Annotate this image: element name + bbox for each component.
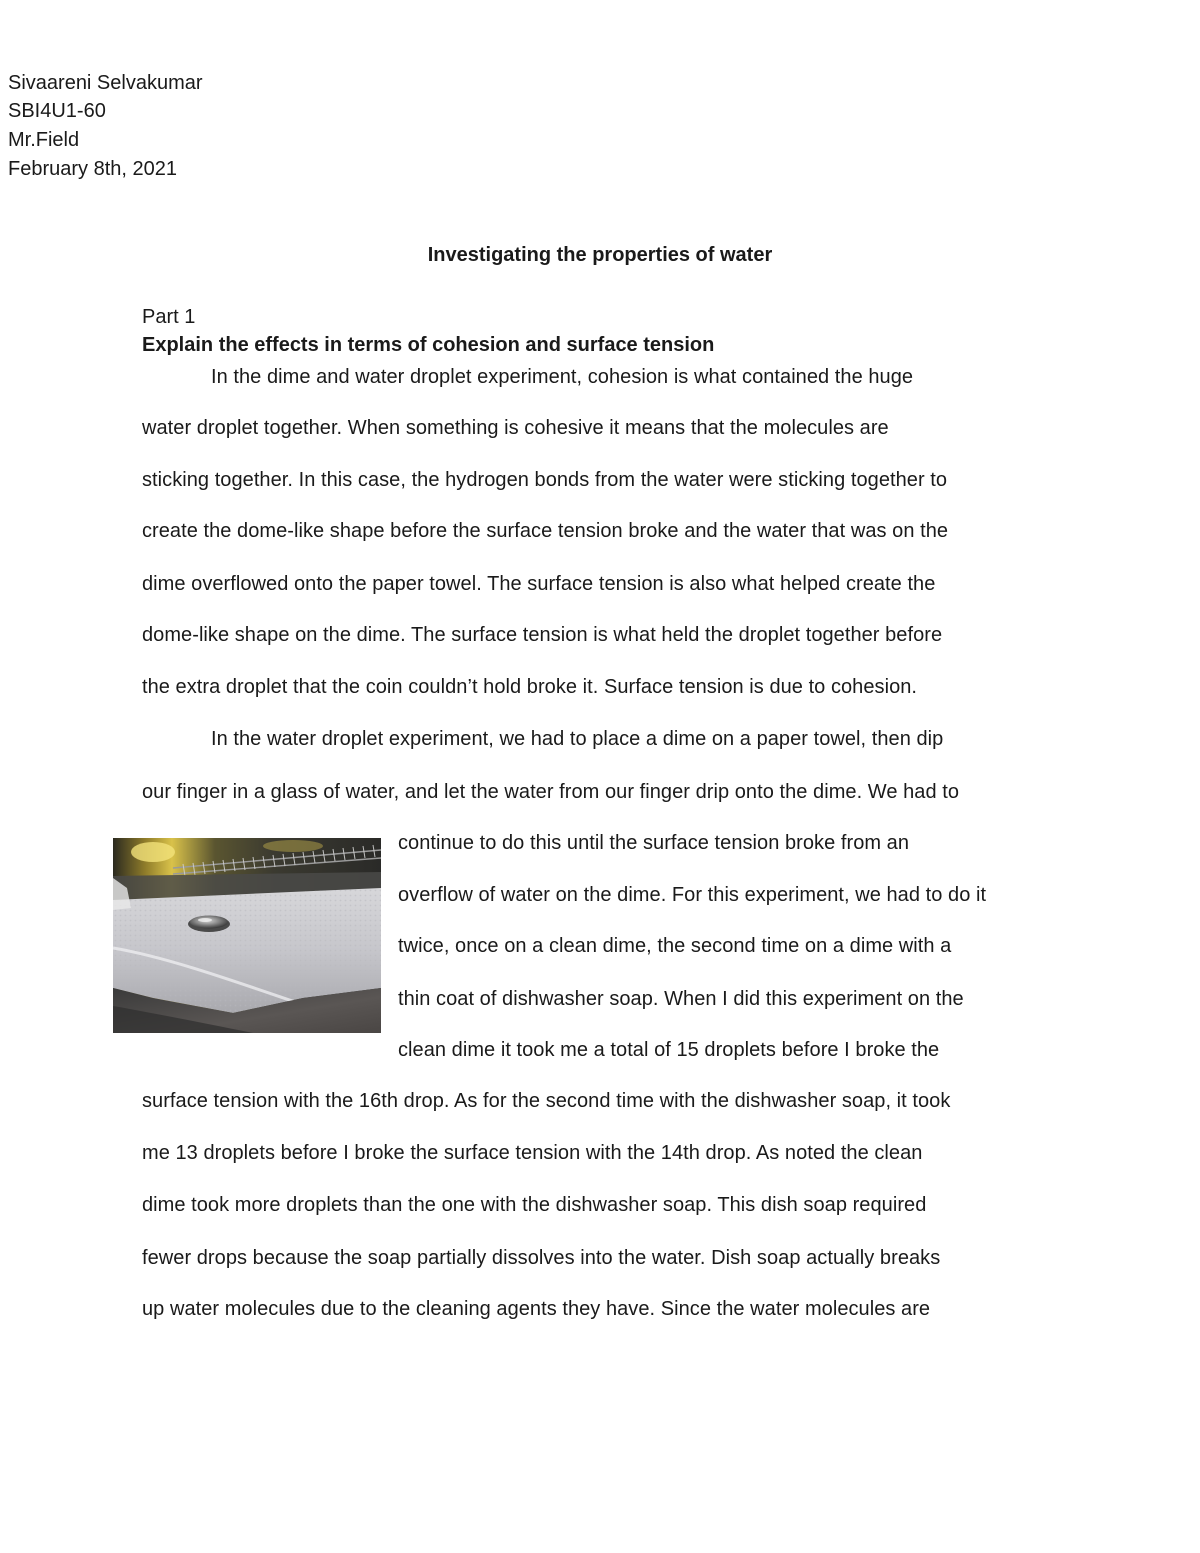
paragraph-line: dime took more droplets than the one with the dishwasher soap. This dish soap required [142, 1194, 927, 1216]
paragraph-line: In the water droplet experiment, we had to place a dime on a paper towel, then dip [211, 728, 944, 750]
paragraph-line: In the dime and water droplet experiment, cohesion is what contained the huge [211, 366, 914, 388]
paragraph-line: overflow of water on the dime. For this experiment, we had to do it [398, 884, 987, 906]
date-line: February 8th, 2021 [8, 158, 177, 180]
author-name: Sivaareni Selvakumar [8, 72, 203, 94]
paragraph-line: create the dome-like shape before the surface tension broke and the water that was on the [142, 520, 949, 542]
paragraph-line: continue to do this until the surface tension broke from an [398, 832, 910, 854]
paragraph-line: surface tension with the 16th drop. As for the second time with the dishwasher soap, it took [142, 1090, 951, 1112]
paragraph-line: the extra droplet that the coin couldn’t hold broke it. Surface tension is due to cohesion. [142, 676, 918, 698]
paragraph-line: dome-like shape on the dime. The surface tension is what held the droplet together before [142, 624, 943, 646]
paragraph-line: our finger in a glass of water, and let the water from our finger drip onto the dime. We had to [142, 781, 960, 803]
section-heading: Explain the effects in terms of cohesion and surface tension [142, 334, 715, 356]
part-label: Part 1 [142, 306, 196, 328]
document-title: Investigating the properties of water [427, 244, 773, 266]
paragraph-line: up water molecules due to the cleaning agents they have. Since the water molecules are [142, 1298, 931, 1320]
teacher-name: Mr.Field [8, 129, 80, 151]
paragraph-line: thin coat of dishwasher soap. When I did this experiment on the [398, 988, 964, 1010]
paragraph-line: twice, once on a clean dime, the second time on a dime with a [398, 935, 952, 957]
course-code: SBI4U1-60 [8, 100, 106, 122]
paragraph-line: dime overflowed onto the paper towel. The surface tension is also what helped create the [142, 573, 936, 595]
paragraph-line: water droplet together. When something is cohesive it means that the molecules are [142, 417, 889, 439]
paragraph-line: sticking together. In this case, the hydrogen bonds from the water were sticking together to [142, 469, 948, 491]
paragraph-line: fewer drops because the soap partially dissolves into the water. Dish soap actually breaks [142, 1247, 941, 1269]
experiment-photo [113, 838, 381, 1033]
paragraph-line: me 13 droplets before I broke the surface tension with the 14th drop. As noted the clean [142, 1142, 923, 1164]
paragraph-line: clean dime it took me a total of 15 droplets before I broke the [398, 1039, 940, 1061]
